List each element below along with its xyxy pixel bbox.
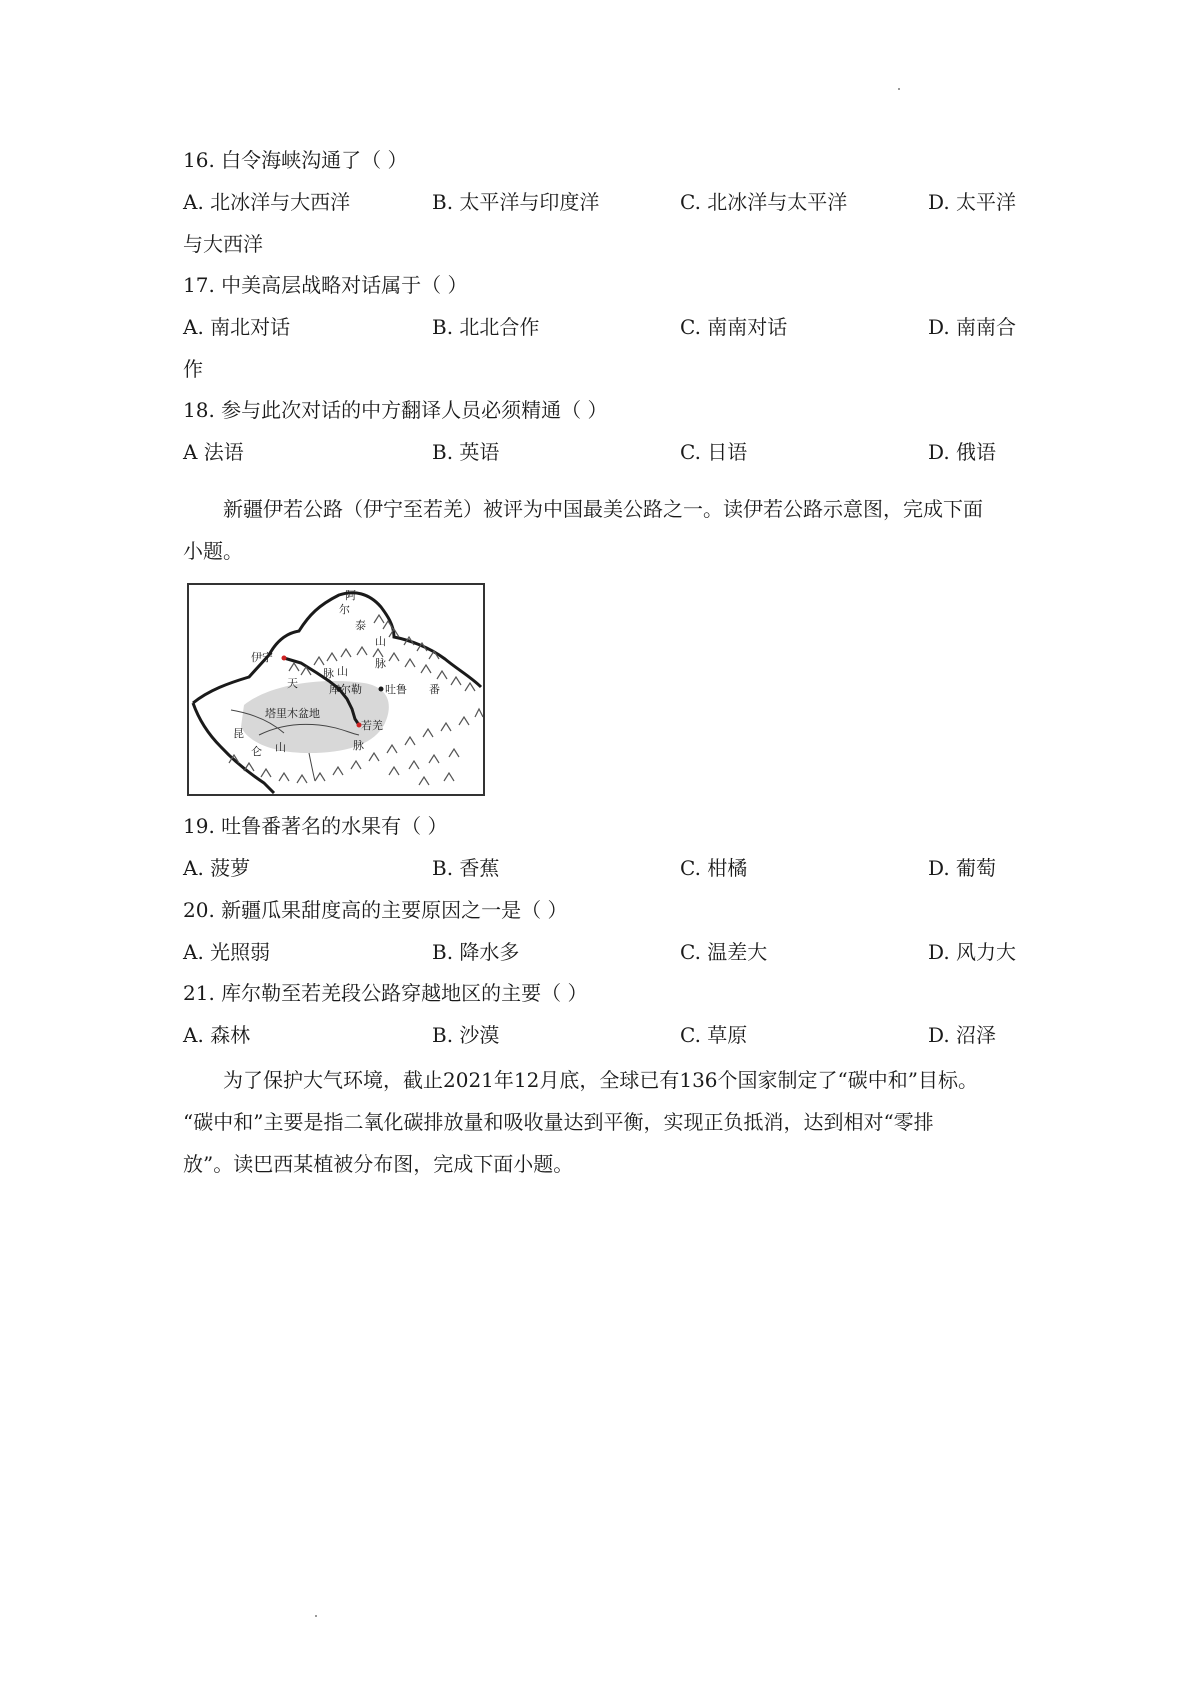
map-label-mai-kunlun: 脉 bbox=[353, 739, 364, 752]
question-16-option-d-continued: 与大西洋 bbox=[183, 232, 263, 256]
question-18-option-b: B. 英语 bbox=[432, 440, 500, 464]
question-19-option-b: B. 香蕉 bbox=[432, 856, 500, 880]
question-17-option-d: D. 南南合 bbox=[928, 315, 1017, 339]
scan-dot-top bbox=[898, 88, 900, 90]
map-label-mai-tianshan: 脉 bbox=[323, 667, 334, 680]
map-label-shan-altai: 山 bbox=[375, 635, 386, 648]
question-19-stem: 19. 吐鲁番著名的水果有（ ） bbox=[183, 814, 448, 838]
question-17-option-b: B. 北北合作 bbox=[432, 315, 540, 339]
map-label-shan-kunlun: 山 bbox=[275, 741, 286, 754]
river-south bbox=[309, 753, 315, 781]
question-20-stem: 20. 新疆瓜果甜度高的主要原因之一是（ ） bbox=[183, 898, 568, 922]
question-17-option-c: C. 南南对话 bbox=[680, 315, 788, 339]
question-20-option-d: D. 风力大 bbox=[928, 940, 1017, 964]
question-18-option-d: D. 俄语 bbox=[928, 440, 997, 464]
question-21-option-c: C. 草原 bbox=[680, 1023, 748, 1047]
question-21-option-d: D. 沼泽 bbox=[928, 1023, 997, 1047]
map-label-ruoqiang: 若羌 bbox=[361, 719, 383, 732]
question-17-option-d-continued: 作 bbox=[183, 357, 203, 381]
question-18-stem: 18. 参与此次对话的中方翻译人员必须精通（ ） bbox=[183, 398, 608, 422]
map-svg bbox=[189, 585, 483, 794]
map-label-mai-altai: 脉 bbox=[375, 657, 386, 670]
map-label-tarim-basin: 塔里木盆地 bbox=[265, 707, 320, 720]
map-label-lun: 仑 bbox=[251, 745, 262, 758]
carbon-intro-line-2: “碳中和”主要是指二氧化碳排放量和吸收量达到平衡，实现正负抵消，达到相对“零排 bbox=[183, 1110, 934, 1134]
question-19-option-d: D. 葡萄 bbox=[928, 856, 997, 880]
scan-dot-bottom bbox=[315, 1615, 317, 1617]
yiruo-highway-map bbox=[187, 583, 485, 796]
question-16-stem: 16. 白令海峡沟通了（ ） bbox=[183, 148, 408, 172]
question-16-option-a: A. 北冰洋与大西洋 bbox=[183, 190, 351, 214]
xinjiang-intro-line-2: 小题。 bbox=[183, 539, 243, 563]
question-18-option-a: A 法语 bbox=[183, 440, 244, 464]
carbon-intro-line-3: 放”。读巴西某植被分布图，完成下面小题。 bbox=[183, 1152, 574, 1176]
map-label-er: 尔 bbox=[339, 603, 350, 616]
xinjiang-intro-line-1: 新疆伊若公路（伊宁至若羌）被评为中国最美公路之一。读伊若公路示意图，完成下面 bbox=[223, 497, 983, 521]
yining-marker bbox=[282, 656, 287, 661]
question-21-option-b: B. 沙漠 bbox=[432, 1023, 500, 1047]
map-label-kun: 昆 bbox=[233, 727, 244, 740]
question-16-option-d: D. 太平洋 bbox=[928, 190, 1017, 214]
map-label-tian: 天 bbox=[287, 677, 298, 690]
map-label-tai: 泰 bbox=[355, 619, 366, 632]
question-21-option-a: A. 森林 bbox=[183, 1023, 251, 1047]
map-label-a: 阿 bbox=[345, 589, 356, 602]
question-16-option-b: B. 太平洋与印度洋 bbox=[432, 190, 600, 214]
question-18-option-c: C. 日语 bbox=[680, 440, 748, 464]
map-label-tulufan: 吐鲁 bbox=[385, 683, 407, 696]
question-19-option-c: C. 柑橘 bbox=[680, 856, 748, 880]
question-17-option-a: A. 南北对话 bbox=[183, 315, 291, 339]
question-17-stem: 17. 中美高层战略对话属于（ ） bbox=[183, 273, 468, 297]
map-label-fan: 番 bbox=[429, 683, 440, 696]
question-20-option-c: C. 温差大 bbox=[680, 940, 768, 964]
carbon-intro-line-1: 为了保护大气环境，截止2021年12月底，全球已有136个国家制定了“碳中和”目标。 bbox=[223, 1068, 978, 1092]
map-label-kuerle: 库尔勒 bbox=[329, 683, 362, 696]
map-label-yining: 伊宁 bbox=[251, 651, 273, 664]
tulufan-marker bbox=[379, 687, 384, 692]
question-21-stem: 21. 库尔勒至若羌段公路穿越地区的主要（ ） bbox=[183, 981, 588, 1005]
question-16-option-c: C. 北冰洋与太平洋 bbox=[680, 190, 848, 214]
question-19-option-a: A. 菠萝 bbox=[183, 856, 251, 880]
map-label-shan-tianshan: 山 bbox=[337, 665, 348, 678]
question-20-option-b: B. 降水多 bbox=[432, 940, 520, 964]
question-20-option-a: A. 光照弱 bbox=[183, 940, 271, 964]
